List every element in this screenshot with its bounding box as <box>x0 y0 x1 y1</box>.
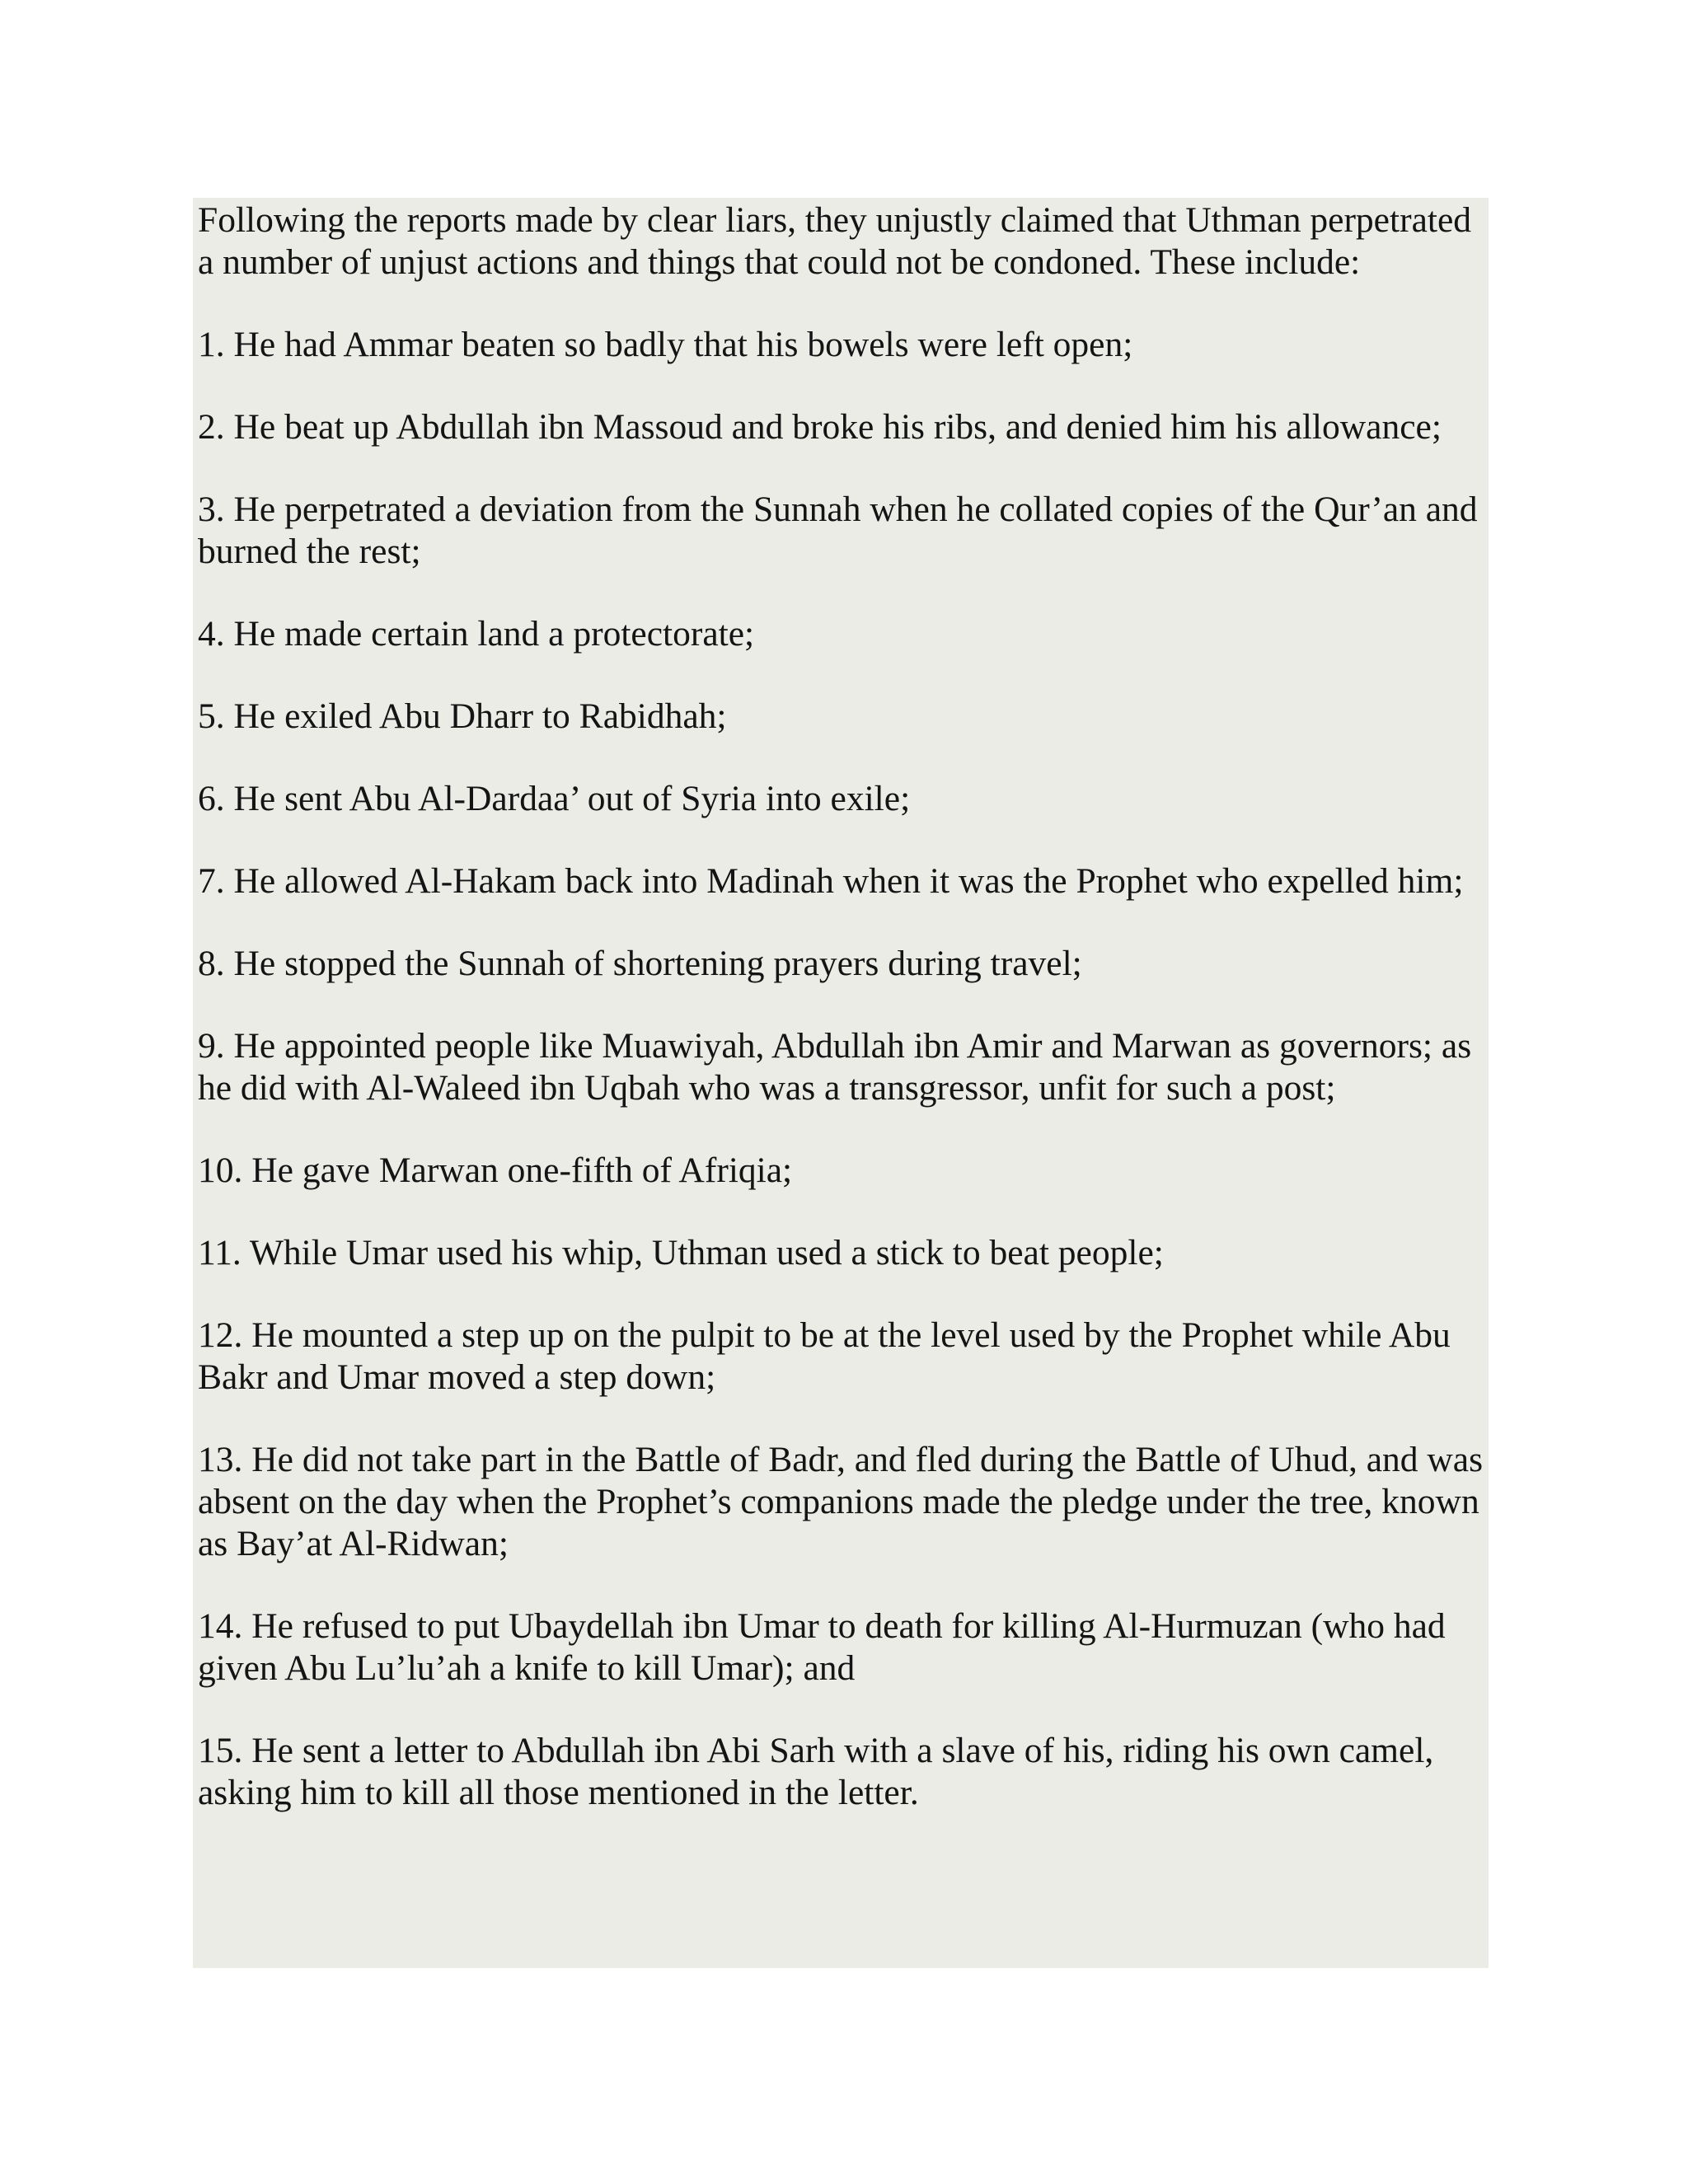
list-item-5: 5. He exiled Abu Dharr to Rabidhah; <box>198 696 727 736</box>
list-item-7: 7. He allowed Al-Hakam back into Madinah when it was the Prophet who expelled him; <box>198 861 1464 901</box>
list-item-12: 12. He mounted a step up on the pulpit to be at the level used by the Prophet while Abu Bakr and Umar moved a step down; <box>198 1315 1451 1397</box>
list-item-8: 8. He stopped the Sunnah of shortening prayers during travel; <box>198 944 1082 983</box>
document-body <box>198 199 1489 1854</box>
list-item-10: 10. He gave Marwan one-fifth of Afriqia; <box>198 1151 793 1190</box>
list-item-15: 15. He sent a letter to Abdullah ibn Abi Sarh with a slave of his, riding his own camel, asking him to kill all those mentioned in the letter. <box>198 1731 1434 1812</box>
list-item-14: 14. He refused to put Ubaydellah ibn Umar to death for killing Al-Hurmuzan (who had given Abu Lu’lu’ah a knife to kill Umar); and <box>198 1606 1446 1688</box>
intro-paragraph: Following the reports made by clear liars, they unjustly claimed that Uthman perpetrated a number of unjust actions and things that could not be condoned. These include: <box>198 200 1472 282</box>
list-item-6: 6. He sent Abu Al-Dardaa’ out of Syria into exile; <box>198 779 911 818</box>
list-item-9: 9. He appointed people like Muawiyah, Abdullah ibn Amir and Marwan as governors; as he did with Al-Waleed ibn Uqbah who was a transgressor, unfit for such a post; <box>198 1026 1472 1108</box>
list-item-13: 13. He did not take part in the Battle of Badr, and fled during the Battle of Uhud, and was absent on the day when the Prophet’s companions made the pledge under the tree, known as Bay’at Al-Ridwan; <box>198 1440 1484 1563</box>
list-item-11: 11. While Umar used his whip, Uthman used a stick to beat people; <box>198 1233 1164 1272</box>
list-item-1: 1. He had Ammar beaten so badly that his bowels were left open; <box>198 325 1133 364</box>
list-item-3: 3. He perpetrated a deviation from the Sunnah when he collated copies of the Qur’an and burned the rest; <box>198 490 1478 571</box>
list-item-2: 2. He beat up Abdullah ibn Massoud and broke his ribs, and denied him his allowance; <box>198 407 1442 447</box>
list-item-4: 4. He made certain land a protectorate; <box>198 614 755 654</box>
